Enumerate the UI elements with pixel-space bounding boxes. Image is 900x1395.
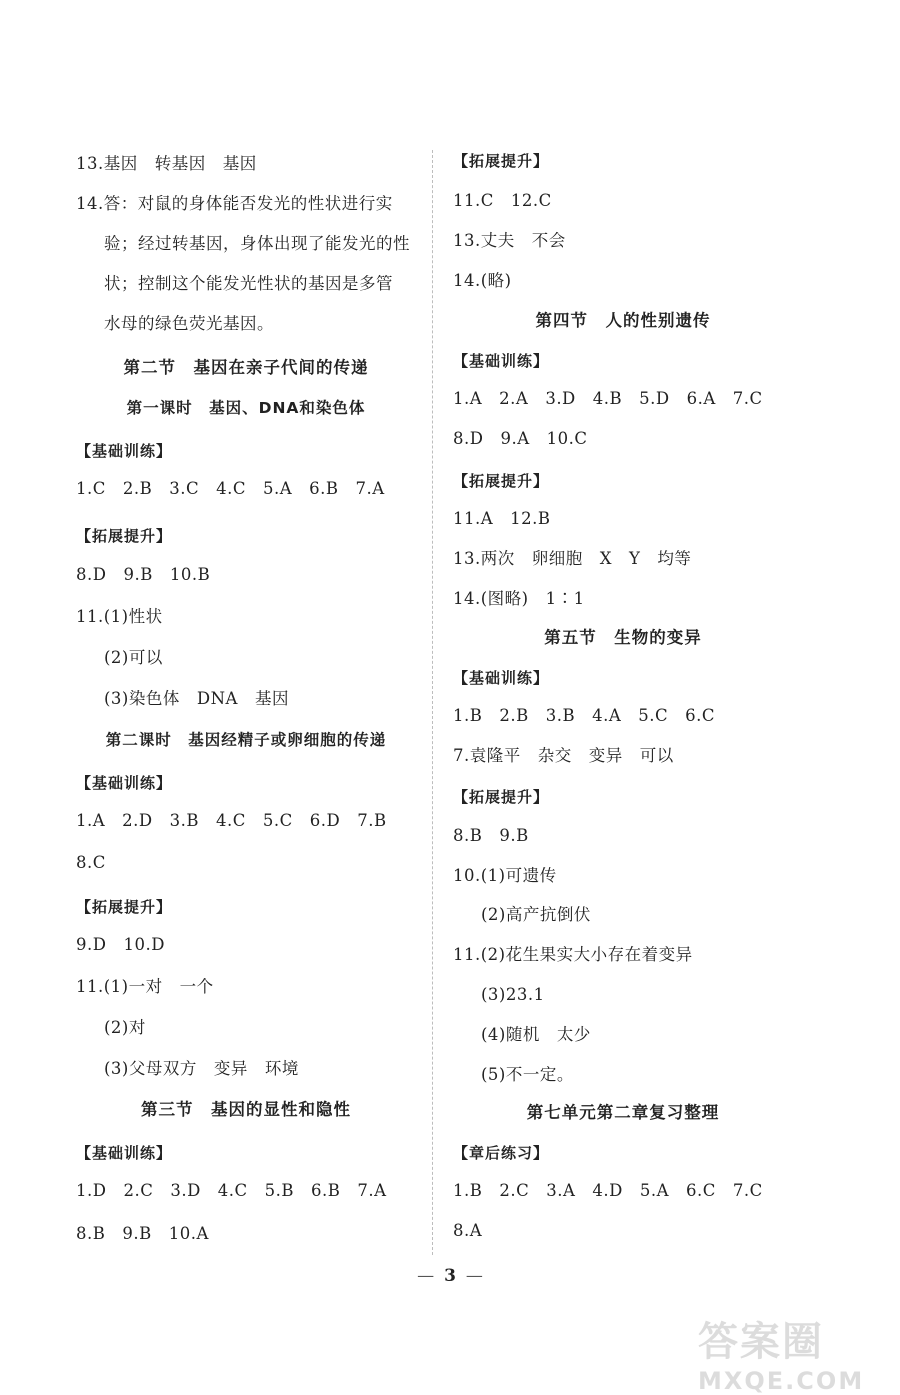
answer-line: (4)随机 太少 <box>481 1025 591 1044</box>
answer-line: 验；经过转基因，身体出现了能发光的性 <box>104 234 410 253</box>
answer-line: 11.A 12.B <box>453 509 551 528</box>
answer-line: 8.C <box>76 853 106 872</box>
page-number-value: 3 <box>444 1266 456 1286</box>
subsection-heading: 【基础训练】 <box>76 774 173 792</box>
answer-line: 13.两次 卵细胞 X Y 均等 <box>453 549 692 568</box>
subsection-heading: 【拓展提升】 <box>453 152 550 170</box>
page-number-dash: — <box>417 1266 435 1286</box>
subsection-heading: 【拓展提升】 <box>453 472 550 490</box>
subsection-heading: 【基础训练】 <box>453 352 550 370</box>
subsection-heading: 【章后练习】 <box>453 1144 550 1162</box>
answer-line: 7.袁隆平 杂交 变异 可以 <box>453 746 674 765</box>
subsection-heading: 【拓展提升】 <box>76 898 173 916</box>
section-title: 第二节 基因在亲子代间的传递 <box>123 358 369 377</box>
subsection-heading: 【基础训练】 <box>76 442 173 460</box>
answer-line: (5)不一定。 <box>481 1065 574 1084</box>
answer-line: 1.D 2.C 3.D 4.C 5.B 6.B 7.A <box>76 1181 387 1200</box>
answer-line: 1.A 2.A 3.D 4.B 5.D 6.A 7.C <box>453 389 763 408</box>
watermark-line1: 答案圈 <box>698 1319 824 1365</box>
answer-line: 8.D 9.B 10.B <box>76 565 211 584</box>
answer-line: 状；控制这个能发光性状的基因是多管 <box>104 274 393 293</box>
answer-line: 13.丈夫 不会 <box>453 231 566 250</box>
page-number <box>0 1266 900 1286</box>
answer-line: (2)可以 <box>104 648 163 667</box>
section-title: 第五节 生物的变异 <box>544 628 702 647</box>
page-number-dash: — <box>465 1266 483 1286</box>
answer-line: (3)染色体 DNA 基因 <box>104 689 289 708</box>
answer-line: (3)父母双方 变异 环境 <box>104 1059 299 1078</box>
answer-line: (2)高产抗倒伏 <box>481 905 591 924</box>
answer-line: 13.基因 转基因 基因 <box>76 154 257 173</box>
answer-line: 14.答：对鼠的身体能否发光的性状进行实 <box>76 194 393 213</box>
answer-line: 11.(1)一对 一个 <box>76 977 214 996</box>
answer-line: (2)对 <box>104 1018 146 1037</box>
subsection-heading: 【拓展提升】 <box>76 527 173 545</box>
answer-line: 1.B 2.B 3.B 4.A 5.C 6.C <box>453 706 715 725</box>
answer-line: 1.A 2.D 3.B 4.C 5.C 6.D 7.B <box>76 811 387 830</box>
answer-line: 1.C 2.B 3.C 4.C 5.A 6.B 7.A <box>76 479 385 498</box>
lesson-title: 第二课时 基因经精子或卵细胞的传递 <box>105 731 387 749</box>
answer-line: 8.B 9.B 10.A <box>76 1224 209 1243</box>
answer-line: 水母的绿色荧光基因。 <box>104 314 274 333</box>
subsection-heading: 【基础训练】 <box>76 1144 173 1162</box>
subsection-heading: 【拓展提升】 <box>453 788 550 806</box>
answer-line: 9.D 10.D <box>76 935 165 954</box>
section-title: 第七单元第二章复习整理 <box>526 1103 720 1122</box>
answer-line: 8.B 9.B <box>453 826 529 845</box>
answer-line: 11.(1)性状 <box>76 607 163 626</box>
answer-line: 11.(2)花生果实大小存在着变异 <box>453 945 693 964</box>
answer-line: 1.B 2.C 3.A 4.D 5.A 6.C 7.C <box>453 1181 763 1200</box>
watermark-logo <box>698 1310 878 1395</box>
answer-line: 11.C 12.C <box>453 191 552 210</box>
subsection-heading: 【基础训练】 <box>453 669 550 687</box>
answer-line: 10.(1)可遗传 <box>453 866 557 885</box>
watermark-line2: MXQE.COM <box>698 1367 865 1395</box>
answer-line: (3)23.1 <box>481 985 545 1004</box>
section-title: 第四节 人的性别遗传 <box>535 311 711 330</box>
answer-line: 14.(略) <box>453 271 512 290</box>
answer-line: 8.D 9.A 10.C <box>453 429 588 448</box>
section-title: 第三节 基因的显性和隐性 <box>141 1100 351 1119</box>
column-divider <box>432 150 433 1255</box>
lesson-title: 第一课时 基因、DNA和染色体 <box>126 399 366 417</box>
answer-line: 14.(图略) 1∶1 <box>453 589 585 608</box>
answer-line: 8.A <box>453 1221 483 1240</box>
